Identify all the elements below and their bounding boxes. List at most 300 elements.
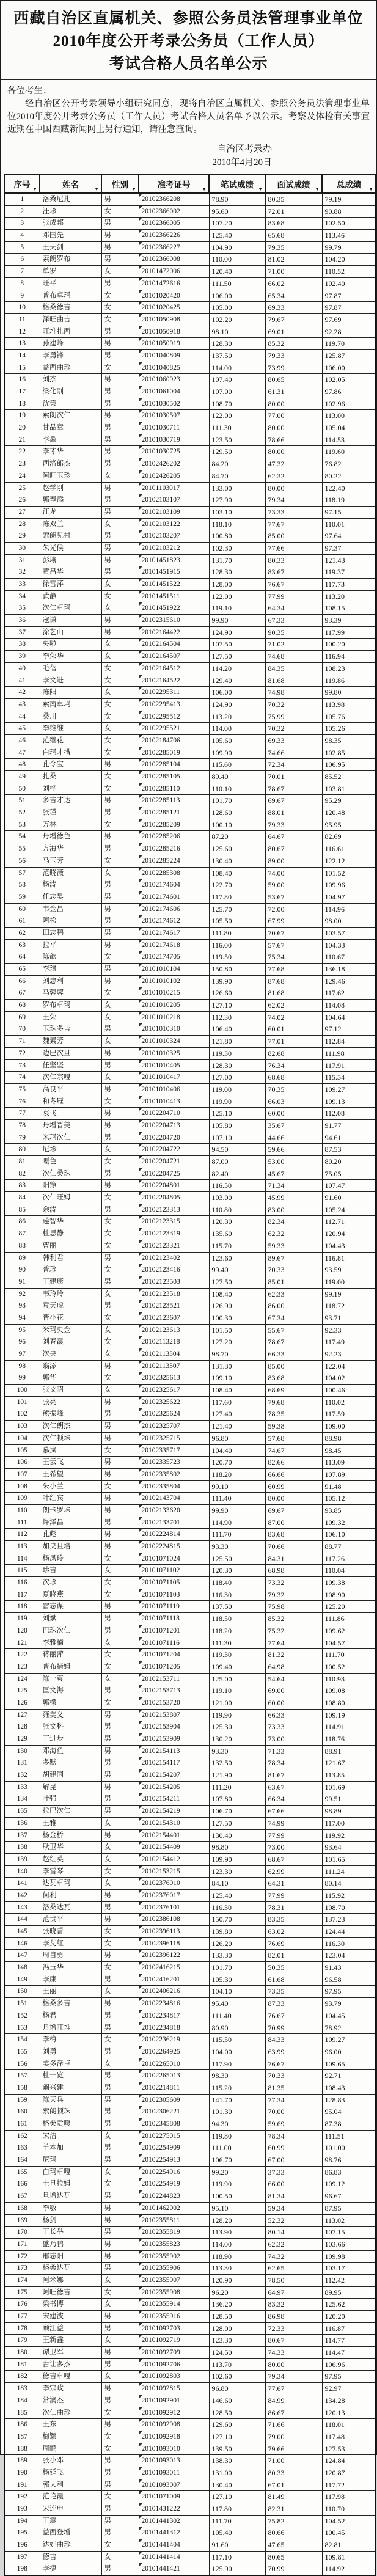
gender-cell: 男: [101, 2010, 139, 2022]
written-score-cell: 111.20: [209, 1781, 265, 1793]
row-index-cell: 124: [4, 1673, 40, 1685]
written-score-cell: 137.50: [209, 1601, 265, 1613]
interview-score-cell: 79.34: [265, 2371, 322, 2383]
interview-score-cell: 77.66: [265, 542, 322, 554]
written-score-cell: 111.40: [209, 2010, 265, 2022]
total-score-cell: 124.44: [322, 1926, 376, 1938]
row-index-cell: 7: [4, 266, 40, 278]
name-cell: 索朗罗布: [40, 254, 101, 266]
row-index-cell: 152: [4, 2010, 40, 2022]
name-cell: 洛桑尼扎: [40, 193, 101, 205]
gender-cell: 男: [101, 879, 139, 891]
interview-score-cell: 83.68: [265, 1372, 322, 1385]
name-cell: 李宗政: [40, 2383, 101, 2395]
written-score-cell: 119.80: [209, 2130, 265, 2142]
total-score-cell: 104.02: [322, 1372, 376, 1385]
row-index-cell: 17: [4, 386, 40, 398]
written-score-cell: 107.80: [209, 1793, 265, 1806]
row-index-cell: 143: [4, 1901, 40, 1914]
table-row: [4, 2431, 376, 2443]
interview-score-cell: 80.67: [265, 2335, 322, 2347]
row-index-cell: 80: [4, 1144, 40, 1156]
name-cell: 普布卓玛: [40, 290, 101, 302]
ticket-number-cell: 20102204722: [139, 1144, 209, 1156]
total-score-cell: 114.53: [322, 434, 376, 446]
row-index-cell: 171: [4, 2238, 40, 2250]
name-cell: 李康: [40, 1974, 101, 1986]
ticket-number-cell: 20102325624: [139, 1408, 209, 1421]
name-cell: 李才华: [40, 446, 101, 458]
name-cell: 王云飞: [40, 1457, 101, 1469]
interview-score-cell: 80.00: [265, 1493, 322, 1505]
table-row: [4, 1276, 376, 1288]
total-score-cell: 89.95: [322, 2286, 376, 2299]
total-score-cell: 136.18: [322, 964, 376, 976]
table-row: [4, 1806, 376, 1818]
ticket-number-cell: 20101071201: [139, 1625, 209, 1637]
total-score-cell: 119.60: [322, 446, 376, 458]
table-row: [4, 2358, 376, 2371]
ticket-number-cell: 20101093013: [139, 2455, 209, 2467]
row-index-cell: 65: [4, 964, 40, 976]
name-cell: 索朗次仁: [40, 410, 101, 422]
table-row: [4, 723, 376, 735]
total-score-cell: 97.64: [322, 530, 376, 543]
ticket-number-cell: 20101092912: [139, 2407, 209, 2419]
interview-score-cell: 80.65: [265, 374, 322, 386]
table-row: [4, 2130, 376, 2142]
row-index-cell: 76: [4, 1096, 40, 1108]
name-cell: 张瑾: [40, 807, 101, 819]
name-cell: 索南卓玛: [40, 698, 101, 711]
interview-score-cell: 84.33: [265, 2034, 322, 2046]
interview-score-cell: 61.31: [265, 386, 322, 398]
ticket-number-cell: 20102234817: [139, 2010, 209, 2022]
row-index-cell: 176: [4, 2299, 40, 2311]
written-score-cell: 105.00: [209, 302, 265, 314]
table-row: [4, 1096, 376, 1108]
ticket-number-cell: 20101092918: [139, 2431, 209, 2443]
ticket-number-cell: 20102204801: [139, 1180, 209, 1192]
total-score-cell: 79.19: [322, 193, 376, 205]
gender-cell: 女: [101, 1192, 139, 1204]
name-cell: 阚兴建: [40, 2082, 101, 2094]
name-cell: 杨涛: [40, 879, 101, 891]
interview-score-cell: 84.35: [265, 662, 322, 675]
name-cell: 梁化刚: [40, 386, 101, 398]
interview-score-cell: 66.02: [265, 277, 322, 290]
gender-cell: 男: [101, 458, 139, 470]
ticket-number-cell: 20102123613: [139, 1324, 209, 1336]
written-score-cell: 111.30: [209, 422, 265, 434]
interview-score-cell: 68.67: [265, 1853, 322, 1865]
table-row: [4, 1625, 376, 1637]
table-row: [4, 1914, 376, 1926]
ticket-number-cell: 20102103107: [139, 494, 209, 507]
ticket-number-cell: 20102174617: [139, 927, 209, 939]
written-score-cell: 119.90: [209, 1096, 265, 1108]
gender-cell: 男: [101, 2250, 139, 2263]
ticket-number-cell: 20101040825: [139, 362, 209, 374]
interview-score-cell: 62.32: [265, 2238, 322, 2250]
row-index-cell: 39: [4, 651, 40, 663]
name-cell: 匡文海: [40, 1685, 101, 1697]
ticket-number-cell: 20102295521: [139, 723, 209, 735]
row-index-cell: 164: [4, 2154, 40, 2167]
row-index-cell: 63: [4, 939, 40, 951]
total-score-cell: 113.85: [322, 1769, 376, 1782]
ticket-number-cell: 20101092815: [139, 2383, 209, 2395]
interview-score-cell: 81.02: [265, 254, 322, 266]
row-index-cell: 193: [4, 2503, 40, 2516]
table-row: [4, 313, 376, 326]
table-row: [4, 1083, 376, 1096]
ticket-number-cell: 20102103212: [139, 542, 209, 554]
total-score-cell: 112.08: [322, 1108, 376, 1120]
written-score-cell: 113.30: [209, 2263, 265, 2275]
row-index-cell: 116: [4, 1577, 40, 1589]
table-row: [4, 422, 376, 434]
total-score-cell: 109.98: [322, 2250, 376, 2263]
gender-cell: 男: [101, 566, 139, 579]
interview-score-cell: 66.34: [265, 1793, 322, 1806]
table-row: [4, 1601, 376, 1613]
ticket-number-cell: 20101441312: [139, 2527, 209, 2539]
name-cell: 李艾红: [40, 1937, 101, 1950]
interview-score-cell: 78.67: [265, 783, 322, 795]
gender-cell: 女: [101, 205, 139, 218]
table-row: [4, 290, 376, 302]
total-score-cell: 105.12: [322, 1493, 376, 1505]
row-index-cell: 168: [4, 2202, 40, 2214]
written-score-cell: 111.70: [209, 2515, 265, 2527]
gender-cell: 女: [101, 662, 139, 675]
name-cell: 郭檬: [40, 1697, 101, 1709]
written-score-cell: 146.60: [209, 2395, 265, 2407]
ticket-number-cell: 20102103109: [139, 506, 209, 518]
row-index-cell: 41: [4, 675, 40, 687]
gender-cell: 男: [101, 374, 139, 386]
interview-score-cell: 79.00: [265, 2431, 322, 2443]
row-index-cell: 104: [4, 1432, 40, 1444]
total-score-cell: 111.51: [322, 2130, 376, 2142]
gender-cell: 男: [101, 1950, 139, 1962]
ticket-number-cell: 20102153713: [139, 1685, 209, 1697]
interview-score-cell: 74.66: [265, 747, 322, 759]
interview-score-cell: 59.34: [265, 2202, 322, 2214]
gender-cell: 男: [101, 338, 139, 350]
gender-cell: 女: [101, 2130, 139, 2142]
total-score-cell: 104.20: [322, 254, 376, 266]
row-index-cell: 15: [4, 362, 40, 374]
total-score-cell: 102.50: [322, 218, 376, 230]
interview-score-cell: 76.67: [265, 2058, 322, 2070]
table-row: [4, 891, 376, 903]
total-score-cell: 97.69: [322, 313, 376, 326]
written-score-cell: 122.00: [209, 410, 265, 422]
written-score-cell: 128.60: [209, 807, 265, 819]
interview-score-cell: 62.32: [265, 470, 322, 482]
written-score-cell: 95.10: [209, 2202, 265, 2214]
gender-cell: 男: [101, 831, 139, 843]
interview-score-cell: 66.33: [265, 1709, 322, 1721]
gender-cell: 男: [101, 1601, 139, 1613]
written-score-cell: 98.10: [209, 326, 265, 338]
table-row: [4, 2551, 376, 2563]
gender-cell: 男: [101, 1793, 139, 1806]
gender-cell: 男: [101, 2227, 139, 2239]
name-cell: 李鑫: [40, 434, 101, 446]
total-score-cell: 92.23: [322, 1348, 376, 1361]
row-index-cell: 105: [4, 1444, 40, 1457]
gender-cell: 男: [101, 410, 139, 422]
table-row: [4, 675, 376, 687]
ticket-number-cell: 20102295512: [139, 711, 209, 723]
written-score-cell: 123.60: [209, 1252, 265, 1264]
written-score-cell: 118.20: [209, 1625, 265, 1637]
total-score-cell: 109.00: [322, 1421, 376, 1433]
table-row: [4, 230, 376, 242]
table-row: [4, 687, 376, 699]
ticket-number-cell: 20102123313: [139, 1204, 209, 1216]
column-header-label: 总成绩: [336, 180, 362, 189]
interview-score-cell: 88.01: [265, 807, 322, 819]
table-row: [4, 1757, 376, 1769]
total-score-cell: 107.47: [322, 1180, 376, 1192]
total-score-cell: 117.62: [322, 987, 376, 1000]
row-index-cell: 189: [4, 2455, 40, 2467]
row-index-cell: 157: [4, 2070, 40, 2082]
column-header-gender: [101, 175, 139, 193]
total-score-cell: 102.40: [322, 277, 376, 290]
ticket-number-cell: 20101071118: [139, 1613, 209, 1625]
table-row: [4, 2118, 376, 2131]
results-table: [4, 174, 376, 2576]
total-score-cell: 105.24: [322, 1204, 376, 1216]
row-index-cell: 161: [4, 2118, 40, 2131]
name-cell: 罗布卓玛: [40, 1000, 101, 1012]
row-index-cell: 111: [4, 1517, 40, 1529]
table-row: [4, 349, 376, 362]
name-cell: 洛桑达瓦: [40, 1901, 101, 1914]
interview-score-cell: 82.68: [265, 1047, 322, 1059]
gender-cell: 男: [101, 241, 139, 254]
gender-cell: 女: [101, 2274, 139, 2286]
table-row: [4, 1926, 376, 1938]
ticket-number-cell: 20102164522: [139, 675, 209, 687]
ticket-number-cell: 20102366002: [139, 205, 209, 218]
gender-cell: 女: [101, 711, 139, 723]
gender-cell: 男: [101, 277, 139, 290]
name-cell: 拉巴次仁: [40, 1806, 101, 1818]
row-index-cell: 99: [4, 1372, 40, 1385]
row-index-cell: 51: [4, 795, 40, 807]
name-cell: 沈策: [40, 398, 101, 410]
written-score-cell: 100.10: [209, 819, 265, 831]
ticket-number-cell: 20102416201: [139, 1974, 209, 1986]
gender-cell: 女: [101, 2178, 139, 2190]
name-cell: 次仁卓玛: [40, 602, 101, 615]
name-cell: 解昆: [40, 1781, 101, 1793]
row-index-cell: 192: [4, 2491, 40, 2503]
name-cell: 李琪: [40, 964, 101, 976]
row-index-cell: 123: [4, 1661, 40, 1673]
row-index-cell: 5: [4, 241, 40, 254]
row-index-cell: 113: [4, 1541, 40, 1553]
name-cell: 孙建峰: [40, 338, 101, 350]
gender-cell: 男: [101, 1721, 139, 1733]
row-index-cell: 187: [4, 2431, 40, 2443]
written-score-cell: 120.90: [209, 2274, 265, 2286]
written-score-cell: 110.00: [209, 254, 265, 266]
row-index-cell: 3: [4, 218, 40, 230]
gender-cell: 男: [101, 254, 139, 266]
ticket-number-cell: 20102355902: [139, 2250, 209, 2263]
table-row: [4, 2395, 376, 2407]
gender-cell: 女: [101, 1553, 139, 1565]
table-row: [4, 554, 376, 566]
name-cell: 马蓉蓉: [40, 987, 101, 1000]
name-cell: 格桑达瓦: [40, 2263, 101, 2275]
interview-score-cell: 70.00: [265, 2106, 322, 2118]
gender-cell: 女: [101, 687, 139, 699]
ticket-number-cell: 20101071102: [139, 1565, 209, 1577]
name-cell: 朱小兰: [40, 1480, 101, 1493]
ticket-number-cell: 20101472616: [139, 277, 209, 290]
gender-cell: 男: [101, 1625, 139, 1637]
written-score-cell: 110.80: [209, 1204, 265, 1216]
total-score-cell: 93.59: [322, 1264, 376, 1276]
name-cell: 王荣: [40, 1011, 101, 1023]
written-score-cell: 95.60: [209, 205, 265, 218]
gender-cell: 女: [101, 1216, 139, 1228]
name-cell: 耿卫华: [40, 1842, 101, 1854]
ticket-number-cell: 20102164504: [139, 639, 209, 651]
total-score-cell: 97.15: [322, 506, 376, 518]
written-score-cell: 113.70: [209, 2358, 265, 2371]
total-score-cell: 113.09: [322, 1457, 376, 1469]
ticket-number-cell: 20101020420: [139, 290, 209, 302]
gender-cell: 男: [101, 193, 139, 205]
table-row: [4, 530, 376, 543]
ticket-number-cell: 20101092803: [139, 2371, 209, 2383]
gender-cell: 男: [101, 795, 139, 807]
gender-cell: 男: [101, 843, 139, 855]
gender-cell: 男: [101, 1023, 139, 1036]
ticket-number-cell: 20102396122: [139, 1950, 209, 1962]
row-index-cell: 163: [4, 2142, 40, 2154]
gender-cell: 女: [101, 675, 139, 687]
interview-score-cell: 62.02: [265, 1000, 322, 1012]
written-score-cell: 104.40: [209, 1444, 265, 1457]
row-index-cell: 87: [4, 1228, 40, 1240]
ticket-number-cell: 20101071205: [139, 1661, 209, 1673]
written-score-cell: 121.00: [209, 1697, 265, 1709]
written-score-cell: 139.50: [209, 2443, 265, 2455]
table-row: [4, 266, 376, 278]
name-cell: 阿米娜: [40, 2274, 101, 2286]
total-score-cell: 111.86: [322, 1613, 376, 1625]
written-score-cell: 104.90: [209, 241, 265, 254]
interview-score-cell: 77.67: [265, 2383, 322, 2395]
table-row: [4, 1733, 376, 1746]
table-row: [4, 1962, 376, 1974]
name-cell: 张晓蕾: [40, 1926, 101, 1938]
name-cell: 王丽: [40, 1986, 101, 1998]
interview-score-cell: 83.68: [265, 1529, 322, 1541]
name-cell: 余涛: [40, 1204, 101, 1216]
gender-cell: 男: [101, 218, 139, 230]
interview-score-cell: 69.00: [265, 1685, 322, 1697]
total-score-cell: 110.01: [322, 518, 376, 530]
row-index-cell: 149: [4, 1974, 40, 1986]
gender-cell: 男: [101, 2563, 139, 2575]
written-score-cell: 125.40: [209, 230, 265, 242]
name-cell: 尼珍: [40, 1144, 101, 1156]
interview-score-cell: 37.33: [265, 2166, 322, 2178]
interview-score-cell: 77.34: [265, 2094, 322, 2106]
ticket-number-cell: 20102366008: [139, 254, 209, 266]
written-score-cell: 129.60: [209, 2419, 265, 2431]
table-row: [4, 2250, 376, 2263]
name-cell: 任志昊: [40, 891, 101, 903]
gender-cell: 女: [101, 987, 139, 1000]
total-score-cell: 97.95: [322, 2371, 376, 2383]
gender-cell: 女: [101, 1565, 139, 1577]
interview-score-cell: 80.35: [265, 193, 322, 205]
total-score-cell: 117.91: [322, 1059, 376, 1072]
gender-cell: 男: [101, 326, 139, 338]
ticket-number-cell: 20102204713: [139, 1119, 209, 1132]
gender-cell: 女: [101, 1000, 139, 1012]
interview-score-cell: 70.35: [265, 1083, 322, 1096]
ticket-number-cell: 20101030502: [139, 398, 209, 410]
written-score-cell: 121.40: [209, 1421, 265, 1433]
gender-cell: 女: [101, 2371, 139, 2383]
written-score-cell: 114.00: [209, 362, 265, 374]
total-score-cell: 97.12: [322, 1023, 376, 1036]
gender-cell: 男: [101, 2142, 139, 2154]
interview-score-cell: 76.67: [265, 2010, 322, 2022]
written-score-cell: 128.50: [209, 2407, 265, 2419]
interview-score-cell: 45.67: [265, 1168, 322, 1180]
ticket-number-cell: 20102154113: [139, 1745, 209, 1757]
row-index-cell: 179: [4, 2335, 40, 2347]
ticket-number-cell: 20102123607: [139, 1312, 209, 1324]
written-score-cell: 113.90: [209, 2227, 265, 2239]
written-score-cell: 125.10: [209, 1108, 265, 1120]
written-score-cell: 127.50: [209, 1817, 265, 1829]
gender-cell: 女: [101, 2443, 139, 2455]
ticket-number-cell: 20102254919: [139, 2178, 209, 2190]
total-score-cell: 91.43: [322, 1962, 376, 1974]
gender-cell: 男: [101, 1685, 139, 1697]
written-score-cell: 99.90: [209, 1504, 265, 1517]
gender-cell: 女: [101, 747, 139, 759]
name-cell: 德吉: [40, 2551, 101, 2563]
table-row: [4, 1228, 376, 1240]
table-row: [4, 2563, 376, 2575]
interview-score-cell: 72.33: [265, 2322, 322, 2335]
gender-cell: 男: [101, 1829, 139, 1842]
total-score-cell: 101.52: [322, 867, 376, 879]
name-cell: 寇谦: [40, 615, 101, 627]
gender-cell: 女: [101, 2407, 139, 2419]
row-index-cell: 191: [4, 2479, 40, 2491]
total-score-cell: 108.90: [322, 1589, 376, 1601]
row-index-cell: 34: [4, 590, 40, 602]
name-cell: 次仁旺姆: [40, 1192, 101, 1204]
